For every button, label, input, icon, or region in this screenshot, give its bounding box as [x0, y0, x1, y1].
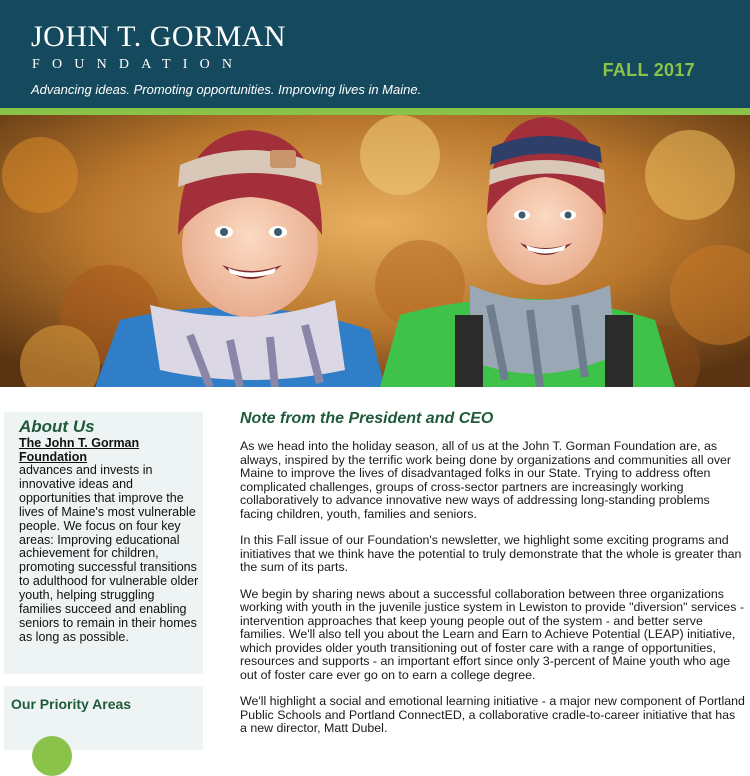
main-article	[240, 408, 745, 736]
foundation-link[interactable]: The John T. Gorman Foundation	[19, 436, 140, 464]
priority-areas-box	[4, 686, 203, 750]
about-us-box	[4, 412, 203, 674]
article-title: Note from the President and CEO	[240, 410, 494, 427]
about-us-heading: About Us	[19, 417, 95, 436]
article-paragraph: In this Fall issue of our Foundation's newsletter, we highlight some exciting programs and initiatives that we think have the potential to truly demonstrate that the whole is greater than the sum of its parts.	[240, 533, 742, 574]
hero-illustration	[0, 115, 750, 387]
logo-name: JOHN T. GORMAN	[31, 20, 287, 53]
hero-photo	[0, 115, 750, 387]
about-us-text: advances and invests in innovative ideas and opportunities that improve the lives of Maine's most vulnerable people. We focus on four key areas: Improving educational achievement for children, promoting successful transitions to adulthood for vulnerable older youth, helping struggling families succeed and enabling seniors to remain in their homes as long as possible.	[19, 463, 199, 644]
logo-foundation: FOUNDATION	[32, 57, 245, 72]
priority-areas-heading: Our Priority Areas	[11, 696, 132, 712]
article-paragraph: We'll highlight a social and emotional learning initiative - a major new component of Portland Public Schools and Portland ConnectED, a collaborative cradle-to-career initiative that has a new director, Matt Dubel.	[240, 694, 745, 735]
newsletter-header	[0, 0, 750, 108]
article-paragraph: We begin by sharing news about a successful collaboration between three organizations working with youth in the juvenile justice system in Lewiston to provide "diversion" services - intervention approaches that keep young people out of the system - and better serve families. We'll also tell you about the Learn and Earn to Achieve Potential (LEAP) initiative, which provides older youth transitioning out of foster care with a range of opportunities, resources and supports - an important effort since only 3-percent of Maine youth who age out of foster care ever go on to earn a college degree.	[240, 586, 744, 682]
tagline: Advancing ideas. Promoting opportunities. Improving lives in Maine.	[31, 82, 422, 97]
priority-area-icon[interactable]	[32, 736, 72, 776]
issue-label: FALL 2017	[602, 60, 695, 80]
header-divider	[0, 108, 750, 115]
article-paragraph: As we head into the holiday season, all of us at the John T. Gorman Foundation are, as always, inspired by the terrific work being done by organizations and communities all over Maine to improve the lives of disadvantaged folks in our State. Trying to address often complicated challenges, groups of cross-sector partners are increasingly working collaboratively to advance innovative new ways of addressing long-standing problems facing children, youth, families and seniors.	[240, 439, 732, 521]
